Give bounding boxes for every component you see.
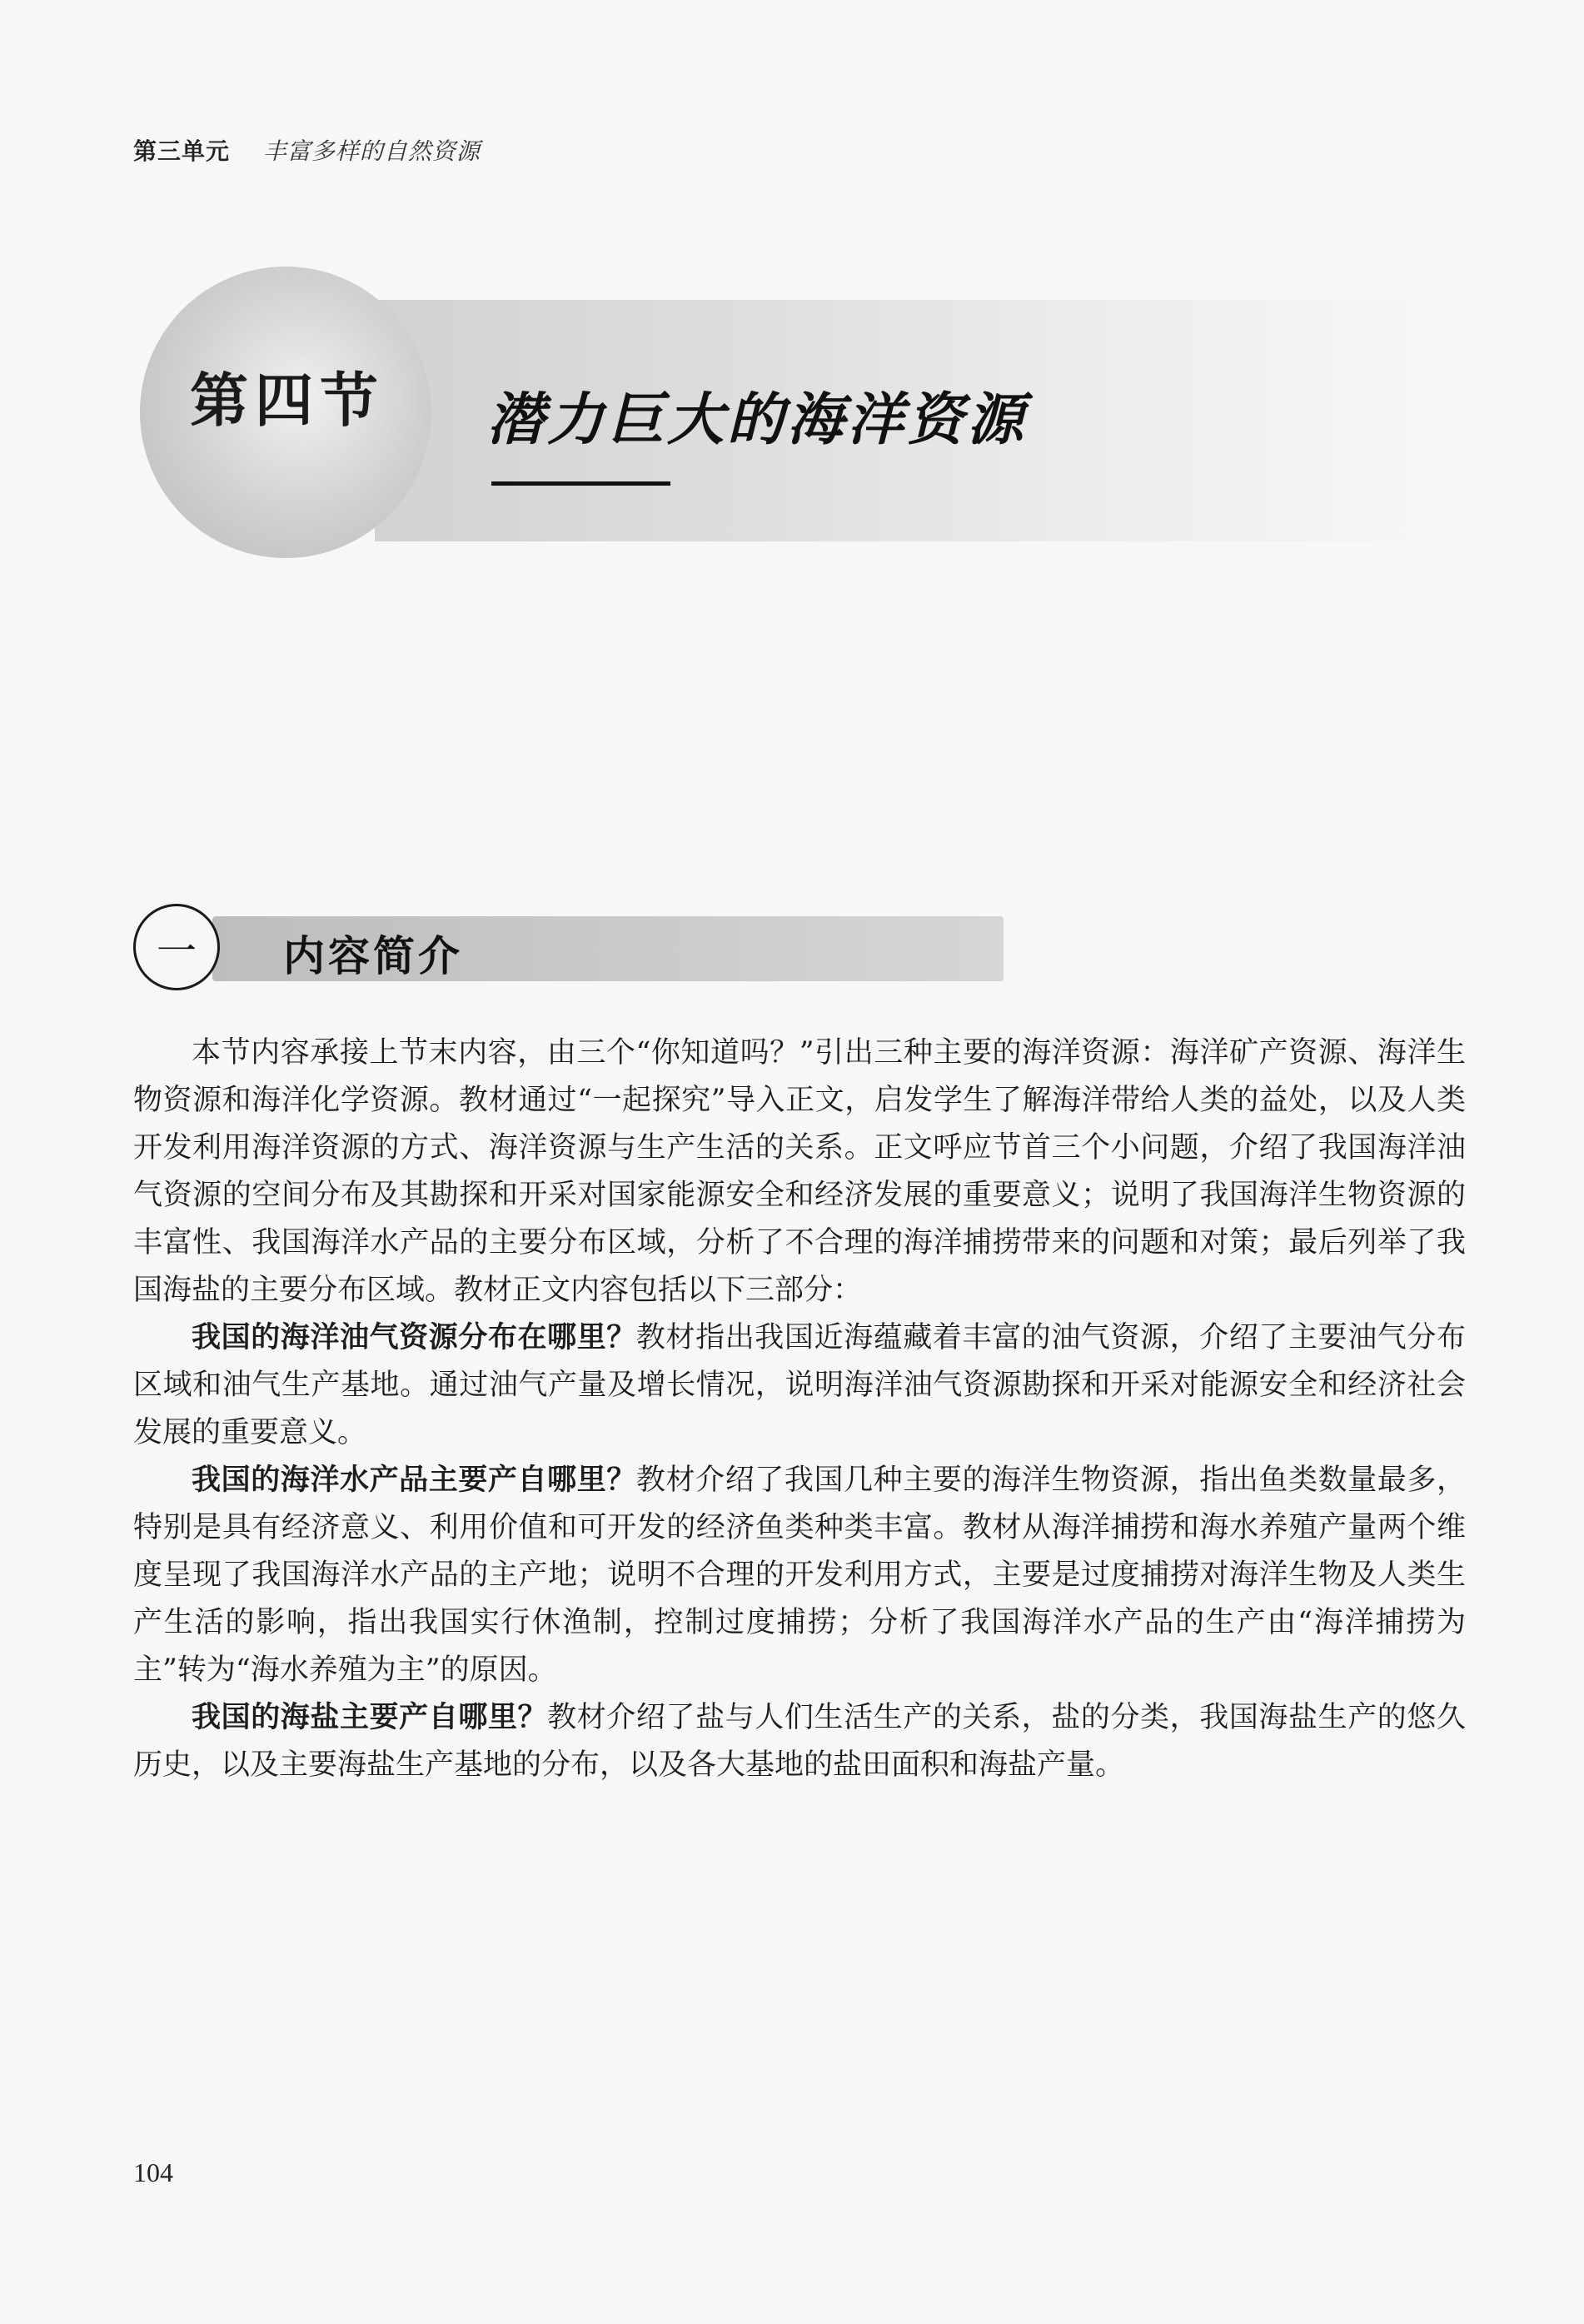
heading-title: 内容简介 [283, 931, 463, 980]
paragraph [133, 1457, 1466, 1694]
paragraph-lead: 我国的海盐主要产自哪里？ [192, 1701, 548, 1734]
section-number: 第四节 [190, 367, 385, 435]
heading-numeral: 一 [156, 927, 197, 975]
paragraph [133, 1314, 1466, 1457]
section-title: 潜力巨大的海洋资源 [487, 387, 1028, 453]
paragraph [133, 1030, 1466, 1314]
paragraph-text: 本节内容承接上节末内容，由三个“你知道吗？”引出三种主要的海洋资源：海洋矿产资源、海洋生物资源和海洋化学资源。教材通过“一起探究”导入正文，启发学生了解海洋带给人类的益处，以及人类开发利用海洋资源的方式、海洋资源与生产生活的关系。正文呼应节首三个小问题，介绍了我国海洋油气资源的空间分布及其勘探和开采对国家能源安全和经济发展的重要意义；说明了我国海洋生物资源的丰富性、我国海洋水产品的主要分布区域，分析了不合理的海洋捕捞带来的问题和对策；最后列举了我国海盐的主要分布区域。教材正文内容包括以下三部分： [133, 1036, 1466, 1307]
running-head [133, 133, 481, 167]
title-underline [491, 481, 670, 486]
paragraph-lead: 我国的海洋油气资源分布在哪里？ [192, 1321, 636, 1354]
heading-numeral-circle [133, 904, 220, 990]
page-number: 104 [133, 2157, 173, 2187]
paragraph-text: 教材介绍了我国几种主要的海洋生物资源，指出鱼类数量最多，特别是具有经济意义、利用价值和可开发的经济鱼类种类丰富。教材从海洋捕捞和海水养殖产量两个维度呈现了我国海洋水产品的主产地；说明不合理的开发利用方式，主要是过度捕捞对海洋生物及人类生产生活的影响，指出我国实行休渔制，控制过度捕捞；分析了我国海洋水产品的生产由“海洋捕捞为主”转为“海水养殖为主”的原因。 [133, 1464, 1466, 1687]
paragraph [133, 1694, 1466, 1789]
paragraph-text: 教材指出我国近海蕴藏着丰富的油气资源，介绍了主要油气分布区域和油气生产基地。通过油气产量及增长情况，说明海洋油气资源勘探和开采对能源安全和经济社会发展的重要意义。 [133, 1321, 1466, 1449]
unit-label: 第三单元 [133, 137, 231, 165]
unit-title: 丰富多样的自然资源 [262, 137, 481, 165]
paragraph-text: 教材介绍了盐与人们生活生产的关系，盐的分类，我国海盐生产的悠久历史，以及主要海盐生产基地的分布，以及各大基地的盐田面积和海盐产量。 [133, 1701, 1466, 1782]
body-text [133, 1030, 1466, 1789]
paragraph-lead: 我国的海洋水产品主要产自哪里？ [192, 1464, 636, 1497]
